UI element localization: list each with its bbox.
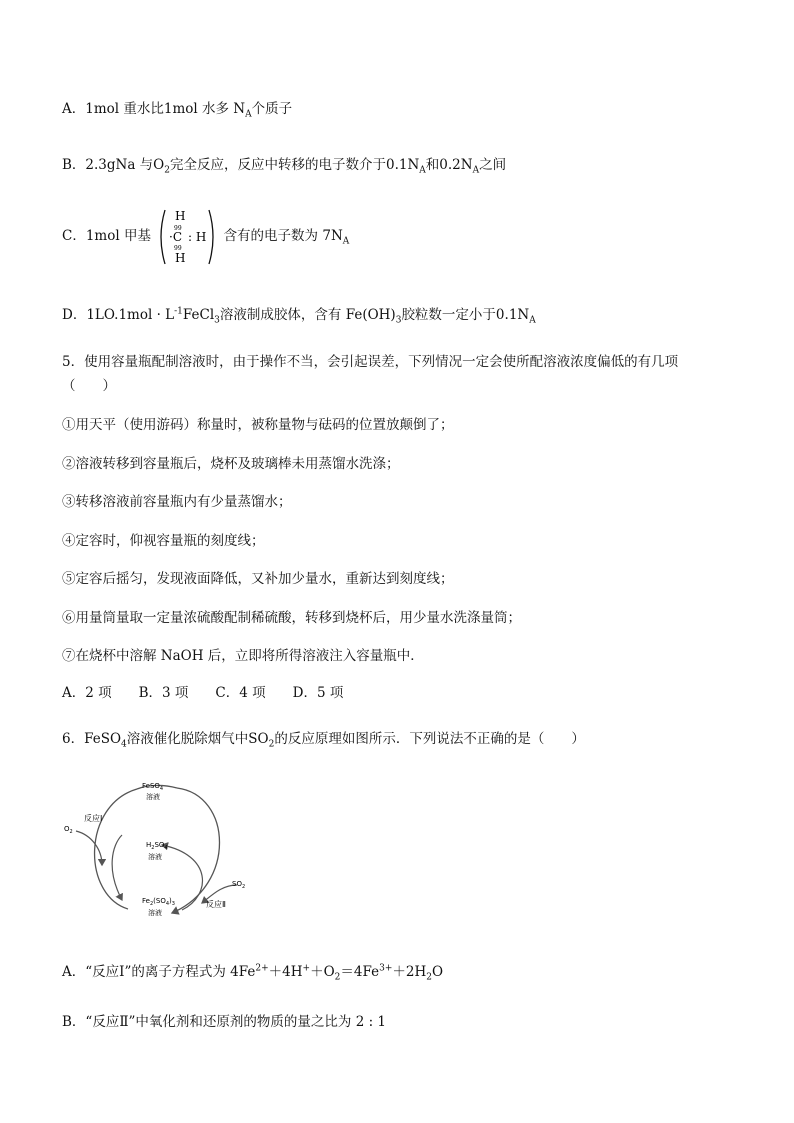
methyl-h-top: H [175,208,186,223]
option-b-part3: 和0.2N [425,157,473,173]
methyl-structure [157,206,217,268]
option-b-part4: 之间 [479,157,507,173]
methyl-c: ·C [169,229,183,244]
q6-option-b: B．“反应Ⅱ”中氧化剂和还原剂的物质的量之比为 2 : 1 [62,1014,386,1030]
q6-part1: 6．FeSO [62,731,122,747]
question-6-stem [62,730,585,748]
q5-item-6: ⑥用量筒量取一定量浓硫酸配制稀硫酸，转移到烧杯后，用少量水洗涤量筒； [62,610,521,626]
q6-opt-a-sub1: 2 [334,972,341,983]
fe2so43-solution-label: 溶液 [148,909,162,917]
option-b-sub3: A [472,165,480,176]
so2-label: $SO_2$ [232,880,246,890]
option-c-suffix: 含有的电子数为 7N [223,228,343,244]
option-b-sub1: 2 [164,165,170,176]
q5-item-1: ①用天平（使用游码）称量时，被称量物与砝码的位置放颠倒了； [62,417,454,433]
q6-opt-a-part1: A．“反应Ⅰ”的离子方程式为 4Fe [62,964,256,980]
q6-opt-a-part2: ＋4H [268,964,303,980]
h2so4-label: $H_2SO_4$ [146,841,168,851]
methyl-h-right: : H [188,229,207,244]
q6-sub1: 4 [121,739,127,750]
q6-opt-a-sup1: 2+ [255,963,269,974]
q6-part2: 溶液催化脱除烟气中SO [126,731,269,747]
inner-left-arrow [112,835,122,900]
option-d-sup1: -1 [174,306,183,317]
q5-options: A．2 项 B．3 项 C．4 项 D．5 项 [62,685,344,701]
question-5-stem: 5．使用容量瓶配制溶液时，由于操作不当，会引起误差，下列情况一定会使所配溶液浓度偏低的有几项 [62,354,679,370]
h2so4-solution-label: 溶液 [148,853,162,861]
option-d-part4: 胶粒数一定小于0.1N [401,307,530,323]
o2-arrow [76,831,102,865]
option-d-part3: 溶液制成胶体，含有 Fe(OH) [219,307,396,323]
q6-opt-a-sup3: 3+ [379,963,393,974]
q6-opt-a-part4: ＝4Fe [340,964,380,980]
q6-sub2: 2 [268,739,275,750]
option-d-sub2: 3 [395,315,402,326]
option-d-part2: FeCl [182,307,215,323]
q5-item-3: ③转移溶液前容量瓶内有少量蒸馏水； [62,494,292,510]
q6-opt-a-part6: O [432,964,444,980]
q5-item-7: ⑦在烧杯中溶解 NaOH 后，立即将所得溶液注入容量瓶中． [62,648,424,664]
option-d-part1: D．1LO.1mol · L [62,307,175,323]
option-c-prefix: C．1mol 甲基 [62,228,151,244]
option-d-sub3: A [529,315,536,326]
feso4-label: FeSO$_4$ [142,782,164,792]
reaction-cycle-diagram [62,775,272,940]
feso4-solution-label: 溶液 [146,793,160,801]
question-5-paren: （ ） [62,378,116,394]
option-c [62,205,349,267]
o2-label: $O_2$ [64,825,73,835]
fe2so43-label: $Fe_2(SO_4)_3$ [142,897,175,907]
q6-opt-a-sub2: 2 [426,972,433,983]
option-a-sub: A [245,109,252,120]
option-b [62,156,506,174]
methyl-h-bottom: H [175,250,186,265]
option-c-sub: A [342,236,350,247]
q6-opt-a-part5: ＋2H [392,964,427,980]
q6-opt-a-sup2: + [302,963,311,974]
reaction-2-label: 反应Ⅱ [206,900,226,909]
arc-left-up [95,789,137,909]
reaction-1-label: 反应Ⅰ [84,814,103,823]
option-b-sub2: A [419,165,426,176]
option-b-part1: B．2.3gNa 与O [62,157,165,173]
q6-part3: 的反应原理如图所示．下列说法不正确的是（ ） [274,731,585,747]
option-d-sub1: 3 [214,315,220,326]
dots-top: 99 [174,224,182,232]
q6-opt-a-part3: ＋O [310,964,335,980]
option-a-text: A．1mol 重水比1mol 水多 N [62,101,246,117]
dots-bottom: 99 [174,244,182,252]
q5-item-5: ⑤定容后摇匀，发现液面降低，又补加少量水，重新达到刻度线； [62,571,454,587]
option-a [62,100,292,118]
option-d [62,306,536,324]
option-a-suffix: 个质子 [251,101,293,117]
q5-item-4: ④定容时，仰视容量瓶的刻度线； [62,533,265,549]
option-b-part2: 完全反应，反应中转移的电子数介于0.1N [170,157,420,173]
q6-option-a [62,963,443,981]
q5-item-2: ②溶液转移到容量瓶后，烧杯及玻璃棒未用蒸馏水洗涤； [62,456,400,472]
